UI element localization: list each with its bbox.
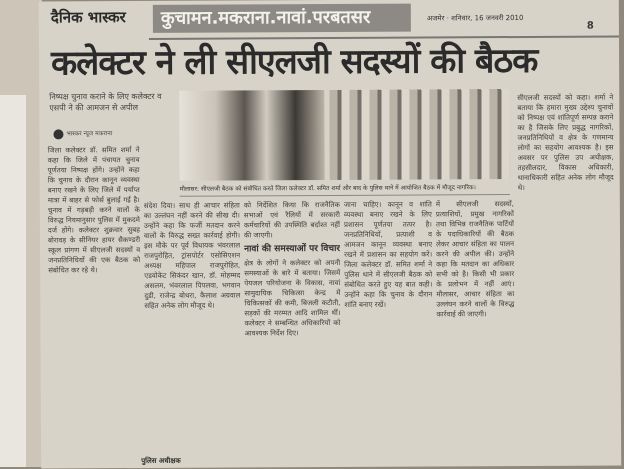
article-column-5: में सीएलजी सदस्यों, प्रत्याशियों, प्रमुख नागरिकों तथा विभिन्न राजनैतिक पार्टियों के पदाधिकारियों की बैठक लेकर आचार संहिता का पालन करने की अपील की। उन्होंने कहा कि मतदान का अधिकार सभी को है। किसी भी प्रकार के प्रलोभन में नहीं आएं। मौलासर, आचार संहिता का उल्लंघन करने वालों के विरुद्ध कार्रवाई की जाएगी। [435, 200, 515, 319]
subheadline: निष्पक्ष चुनाव कराने के लिए कलेक्टर व एसपी ने की आमजन से अपील [49, 91, 162, 113]
article-text: को निर्देशित किया कि राजनैतिक सभाओं एवं रैलियों में सरकारी कर्मचारियों की उपस्थिति बर्दाश्त नहीं की जाएगी। [243, 200, 340, 240]
photo-caption: मौलासर: सीएलजी बैठक को संबोधित करते जिला कलेक्टर डॉ. समित शर्मा और बाद के पुलिस थाने में आयोजित बैठक में मौजूद नागरिक। [180, 183, 510, 197]
byline-logo-icon [53, 129, 63, 139]
headline: कलेक्टर ने ली सीएलजी सदस्यों की बैठक [51, 40, 538, 84]
page-number: 8 [586, 20, 594, 32]
edition-banner: कुचामन.मकराना.नावां.परबतसर [153, 4, 411, 33]
article-column-4: जाना चाहिए। कानून व शांति व्यवस्था बनाए रखने के लिए प्रशासन पूर्णतया तत्पर है। जनप्रतिनिधियों, प्रत्याशी व आमजन कानून व्यवस्था बनाए रखने में प्रशासन का सहयोग करें। जिला कलेक्टर डॉ. समित शर्मा ने पुलिस थाने में सीएलजी बैठक को संबोधित करते हुए यह बात कही। उन्होंने कहा कि चुनाव के दौरान शांति बनाए रखें। [343, 200, 433, 309]
footer-text: पुलिस अधीक्षक [141, 456, 181, 465]
article-column-6: सीएलजी सदस्यों को कहा। शर्मा ने बताया कि हमारा मुख्य उद्देश्य चुनावों को निष्पक्ष एवं शांतिपूर्ण सम्पन्न कराने का है जिसके लिए प्रबुद्ध नागरिकों, जनप्रतिनिधियों व क्षेत्र के गणमान्य लोगों का सहयोग आवश्यक है। इस अवसर पर पुलिस उप अधीक्षक, तहसीलदार, विकास अधिकारी, थानाधिकारी सहित अनेक लोग मौजूद थे। [517, 93, 614, 193]
newspaper-logo: दैनिक भास्कर [50, 8, 126, 27]
section-subheading: नावां की समस्याओं पर विचार [244, 243, 341, 255]
article-column-1: जिला कलेक्टर डॉ. समित शर्मा ने कहा कि जिले में पंचायत चुनाव पूर्णतया निष्पक्ष होंगे। उन्होंने कहा कि चुनाव के दौरान कानून व्यवस्था बनाए रखने के लिए जिले में पर्याप्त मात्रा में बाहर से फोर्स बुलाई गई है। चुनाव में गड़बड़ी करने वालों के विरुद्ध नियमानुसार पुलिस में मुकदमे दर्ज होंगे। कलेक्टर शुक्रवार सुबह बोरावड़ के सीनियर हायर सैकण्डरी स्कूल प्रांगण में सीएलजी सदस्यों व जनप्रतिनिधियों की एक बैठक को संबोधित कर रहे थे। [47, 145, 141, 275]
newspaper-clipping [39, 0, 621, 469]
byline [53, 129, 112, 139]
article-column-3 [244, 200, 341, 460]
blank-paper-edge [0, 95, 26, 467]
article-column-2: संदेश दिया। साथ ही आचार संहिता का उल्लंघन नहीं करने की सीख दी। उन्होंने कहा कि फर्जी मतदान करने वालों के विरुद्ध सख्त कार्रवाई होगी। इस मौके पर पूर्व विधायक भंवरलाल राजपुरोहित, ट्रांसपोर्टर एसोसिएशन अध्यक्ष महिपाल राजपुरोहित, एडवोकेट सिकंदर खान, डॉ. मोहम्मद असलम, भंवरलाल पिपलवा, भगवान दुडी, राजेन्द्र बोथरा, कैलाश अग्रवाल सहित अनेक लोग मौजूद थे। [143, 201, 241, 310]
issue-date: अजमेर · शनिवार, 16 जनवरी 2010 [426, 13, 524, 23]
article-text: क्षेत्र के लोगों ने कलेक्टर को अपनी समस्याओं के बारे में बताया। जिसमें पेयजल परियोजना के विकास, नावां सामुदायिक चिकित्सा केन्द्र में चिकित्सकों की कमी, बिजली कटौती, सड़कों की मरम्मत आदि शामिल थीं। कलेक्टर ने सम्बन्धित अधिकारियों को आवश्यक निर्देश दिए। [244, 258, 341, 338]
byline-text: भास्कर न्यूज मकराना [66, 130, 113, 138]
photo-officials [179, 90, 324, 181]
adjacent-clipping-strip [0, 0, 42, 467]
photo-meeting-audience [329, 89, 509, 180]
